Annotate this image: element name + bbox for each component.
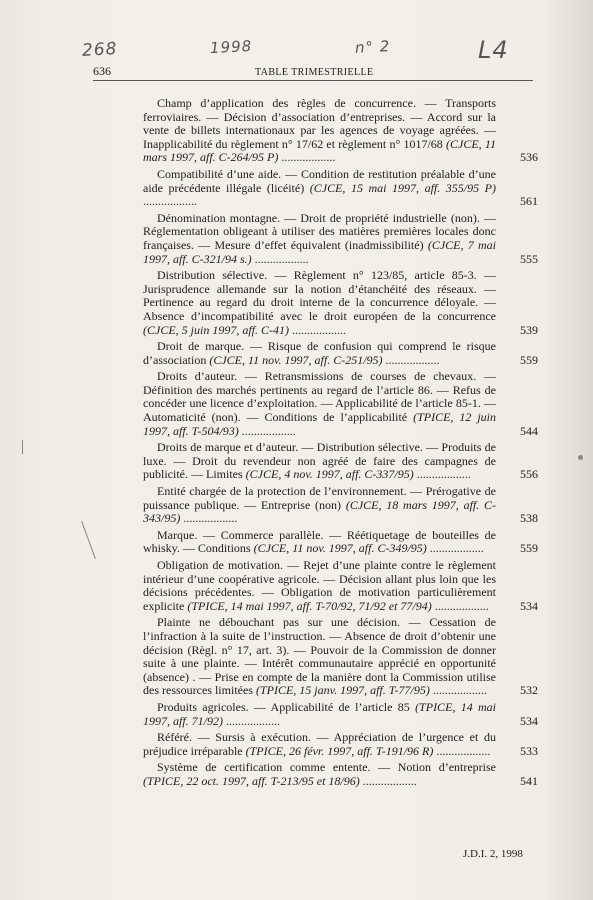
entry-subject: Système de certification comme entente. — Notion d’entreprise — [157, 760, 496, 775]
entry-subject: Distribution sélective. — Règlement n° 123/85, article 85-3. — Jurisprudence allemande sur la notion d’étanchéité des réseaux. — Pertinence au regard du droit interne de la concurrence déloyale. — Absence d’incompatibilité avec le droit européen de la concurrence — [143, 268, 496, 323]
index-entry — [143, 97, 538, 165]
entry-subject: Droits de marque et d’auteur. — Distribution sélective. — Produits de luxe. — Droit du revendeur non agréé de faire des campagnes de publicité. — Limites — [143, 440, 496, 482]
entry-reference: (CJCE, 4 nov. 1997, aff. C-337/95) — [245, 467, 414, 482]
entry-reference: (TPICE, 14 mai 1997, aff. 71/92) — [143, 699, 496, 728]
entry-reference: (TPICE, 12 juin 1997, aff. T-504/93) — [143, 410, 497, 438]
index-entries — [143, 97, 538, 792]
entry-text — [143, 731, 538, 758]
entry-reference: (CJCE, 18 mars 1997, aff. C-343/95) — [143, 497, 497, 526]
index-entry — [143, 441, 538, 482]
running-title: TABLE TRIMESTRIELLE — [255, 67, 374, 78]
leader-dots: .................. — [238, 423, 296, 438]
entry-reference: (TPICE, 14 mai 1997, aff. T-70/92, 71/92 et 77/94) — [187, 598, 432, 613]
entry-page-number: 555 — [520, 251, 538, 266]
entry-subject: Plainte ne débouchant pas sur une décision. — Cessation de l’infraction à la suite de l’instruction. — Absence de droit d’obtenir une décision (Règl. n° 17, art. 3). — Pouvoir de la Commission de donner suite à une plainte. — Intérêt communautaire apprécié en opportunité (absence) . — Prise en compte de la manière dont la Commission utilise des ressources limitées — [143, 615, 496, 698]
entry-page-number: 539 — [520, 322, 538, 337]
entry-reference: (CJCE, 15 mai 1997, aff. 355/95 P) — [309, 180, 496, 195]
leader-dots: .................. — [426, 541, 484, 556]
entry-reference: (TPICE, 22 oct. 1997, aff. T-213/95 et 18/96) — [143, 773, 360, 788]
entry-text — [143, 559, 538, 613]
leader-dots: .................. — [180, 511, 238, 526]
margin-mark — [81, 521, 96, 559]
entry-subject: Marque. — Commerce parallèle. — Réétiquetage de bouteilles de whisky. — Conditions — [143, 527, 496, 556]
margin-mark — [578, 455, 583, 460]
entry-reference: (TPICE, 15 janv. 1997, aff. T-77/95) — [255, 683, 430, 698]
entry-reference: (TPICE, 26 févr. 1997, aff. T-191/96 R) — [245, 743, 434, 758]
index-entry — [143, 212, 538, 266]
entry-text — [143, 761, 538, 788]
entry-text — [143, 212, 538, 266]
entry-page-number: 538 — [520, 511, 538, 526]
page-number: 636 — [93, 64, 111, 78]
entry-text — [143, 340, 538, 367]
entry-text — [143, 97, 538, 165]
journal-footer: J.D.I. 2, 1998 — [463, 848, 523, 860]
entry-subject: Produits agricoles. — Applicabilité de l’article 85 — [157, 699, 410, 714]
leader-dots: .................. — [251, 251, 309, 266]
index-entry — [143, 559, 538, 613]
handwritten-note-year: 1998 — [209, 36, 253, 58]
entry-page-number: 534 — [520, 598, 538, 613]
entry-text — [143, 485, 538, 526]
entry-page-number: 559 — [520, 352, 538, 367]
index-entry — [143, 168, 538, 209]
index-entry — [143, 529, 538, 556]
entry-reference: (CJCE, 11 nov. 1997, aff. C-251/95) — [209, 352, 383, 367]
leader-dots: .................. — [359, 773, 417, 788]
entry-reference: (CJCE, 7 mai 1997, aff. C-321/94 s.) — [143, 237, 496, 266]
entry-page-number: 541 — [520, 773, 538, 788]
leader-dots: .................. — [429, 683, 487, 698]
index-entry — [143, 340, 538, 367]
leader-dots: .................. — [433, 743, 491, 758]
index-entry — [143, 761, 538, 788]
index-entry — [143, 269, 538, 337]
leader-dots: .................. — [289, 322, 346, 337]
entry-text — [143, 168, 538, 209]
index-entry — [143, 370, 538, 438]
entry-text — [143, 370, 538, 438]
entry-text — [143, 701, 538, 728]
entry-subject: Entité chargée de la protection de l’environnement. — Prérogative de puissance publique. — Entreprise (non) — [143, 484, 496, 512]
entry-text — [143, 529, 538, 556]
entry-page-number: 561 — [520, 194, 538, 209]
leader-dots: .................. — [143, 194, 197, 209]
entry-text — [143, 269, 538, 337]
entry-subject: Référé. — Sursis à exécution. — Appréciation de l’urgence et du préjudice irréparable — [143, 730, 496, 758]
handwritten-note-left: 268 — [81, 39, 118, 61]
entry-subject: Dénomination montagne. — Droit de propriété industrielle (non). — Réglementation obligeant à utiliser des matières premières locales donc françaises. — Mesure d’effet équivalent (inadmissibilité) — [143, 210, 496, 252]
index-entry — [143, 485, 538, 526]
entry-page-number: 533 — [520, 743, 538, 758]
entry-page-number: 544 — [520, 423, 538, 438]
entry-page-number: 556 — [520, 467, 538, 482]
handwritten-note-right: L4 — [478, 36, 509, 64]
leader-dots: .................. — [278, 150, 336, 165]
entry-subject: Compatibilité d’une aide. — Condition de restitution préalable d’une aide précédente illégale (licéité) — [143, 166, 496, 195]
entry-page-number: 532 — [520, 683, 538, 698]
index-entry — [143, 701, 538, 728]
index-entry — [143, 731, 538, 758]
entry-subject: Obligation de motivation. — Rejet d’une plainte contre le règlement intérieur d’une coopérative agricole. — Décision allant plus loin que les décisions précédentes. — Obligation de motivation particulièrement explicite — [143, 558, 496, 613]
entry-reference: (CJCE, 11 nov. 1997, aff. C-349/95) — [253, 541, 427, 556]
leader-dots: .................. — [413, 467, 471, 482]
leader-dots: .................. — [223, 713, 280, 728]
entry-text — [143, 616, 538, 698]
entry-text — [143, 441, 538, 482]
index-entry — [143, 616, 538, 698]
entry-page-number: 534 — [520, 713, 538, 728]
entry-reference: (CJCE, 5 juin 1997, aff. C-41) — [143, 322, 289, 337]
margin-mark — [22, 440, 23, 454]
entry-reference: (CJCE, 11 mars 1997, aff. C-264/95 P) — [143, 136, 496, 165]
handwritten-note-number: n° 2 — [354, 37, 391, 57]
header-rule — [93, 80, 533, 81]
entry-subject: Champ d’application des règles de concurrence. — Transports ferroviaires. — Décision d’association d’entreprises. — Accord sur la vente de billets internationaux par les agences de voyage agréées. — Inapplicabilité du règlement n° 17/62 et règlement n° 1017/68 — [143, 96, 496, 151]
entry-subject: Droits d’auteur. — Retransmissions de courses de chevaux. — Définition des marchés pertinents au regard de l’article 86. — Refus de concéder une licence d’exploitation. — Applicabilité de l’article 85-1. — Automaticité (non). — Conditions de l’applicabilité — [143, 369, 496, 425]
entry-page-number: 559 — [520, 541, 538, 556]
leader-dots: .................. — [382, 352, 440, 367]
entry-page-number: 536 — [520, 150, 538, 165]
leader-dots: .................. — [431, 598, 489, 613]
entry-subject: Droit de marque. — Risque de confusion qui comprend le risque d’association — [143, 339, 496, 367]
